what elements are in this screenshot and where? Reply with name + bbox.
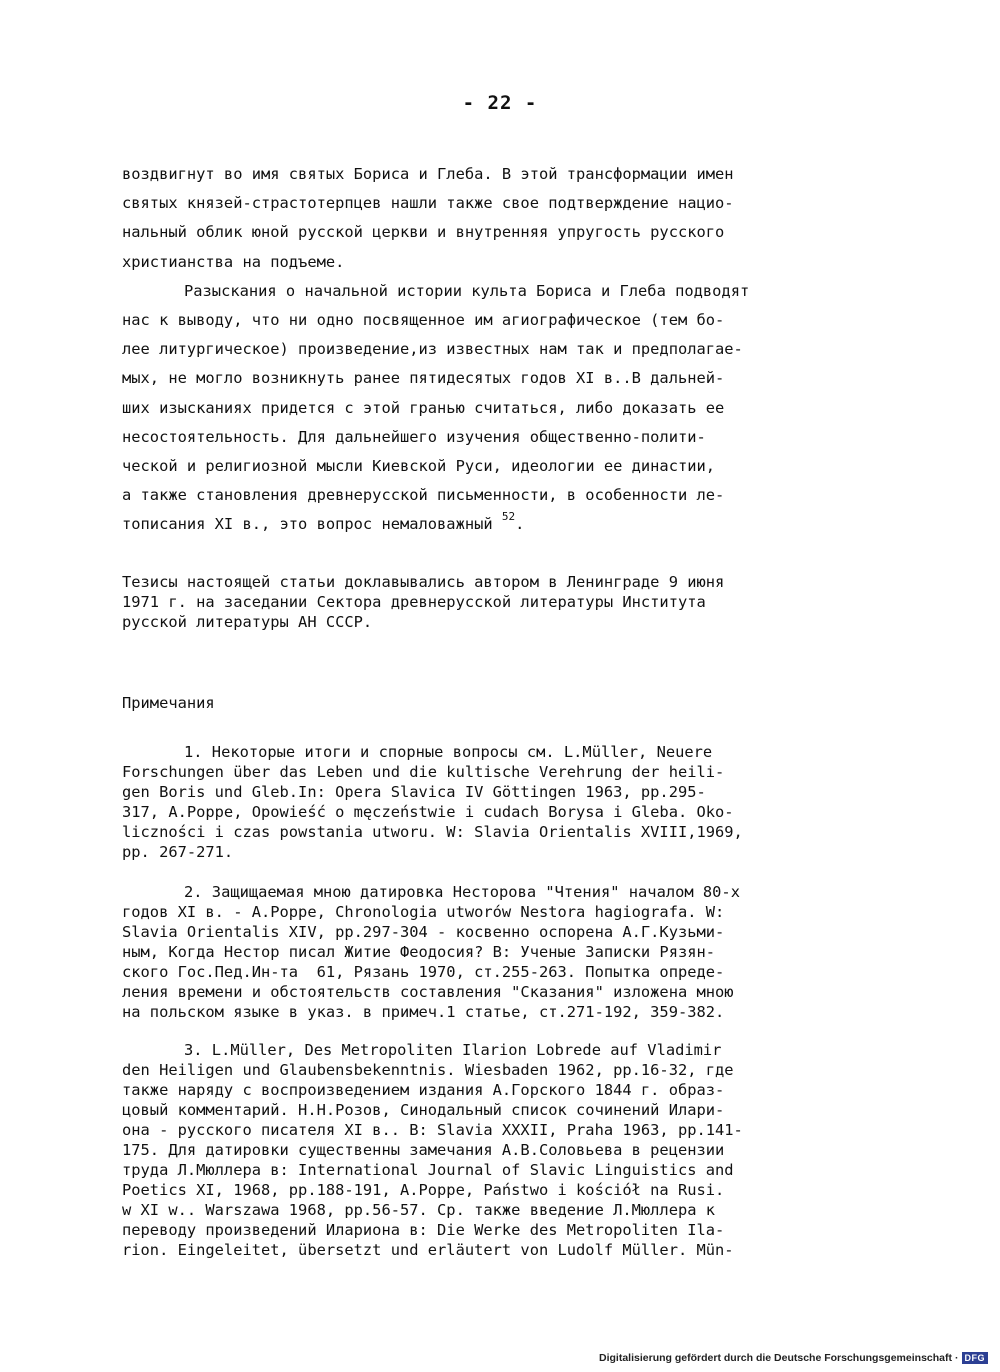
text-line: тописания XI в., это вопрос немаловажный [122,515,493,534]
note-line: цовый комментарий. Н.Н.Розов, Синодальный список сочинений Илари- [122,1101,725,1119]
note-line: liczności i czas powstania utworu. W: Slavia Orientalis XVIII,1969, [122,823,743,841]
thesis-note [122,572,902,632]
text-line: а также становления древнерусской письменности, в особенности ле- [122,486,725,505]
note-line: den Heiligen und Glaubensbekenntnis. Wiesbaden 1962, pp.16-32, где [122,1061,734,1079]
text-line: лее литургическое) произведение,из известных нам так и предполагае- [122,340,743,359]
note-line: она - русского писателя XI в.. В: Slavia XXXII, Praha 1963, pp.141- [122,1121,743,1139]
note-line: на польском языке в указ. в примеч.1 статье, ст.271-192, 359-382. [122,1003,725,1021]
note-line: 175. Для датировки существенны замечания А.В.Соловьева в рецензии [122,1141,725,1159]
note-3 [122,1040,902,1260]
text-line: мых, не могло возникнуть ранее пятидесятых годов XI в..В дальней- [122,369,725,388]
note-line: ского Гос.Пед.Ин-та 61, Рязань 1970, ст.255-263. Попытка опреде- [122,963,725,981]
text-line: нальный облик юной русской церкви и внутренняя упругость русского [122,223,725,242]
note-line: gen Boris und Gleb.In: Opera Slavica IV Göttingen 1963, pp.295- [122,783,706,801]
thesis-line: русской литературы АН СССР. [122,613,373,631]
footnote-ref: 52 [501,510,516,524]
note-line: труда Л.Мюллера в: International Journal of Slavic Linguistics and [122,1161,734,1179]
note-line: переводу произведений Илариона в: Die Werke des Metropoliten Ila- [122,1221,725,1239]
text-line: несостоятельность. Для дальнейшего изучения общественно-полити- [122,427,706,446]
text-line: ческой и религиозной мысли Киевской Руси, идеологии ее династии, [122,456,716,475]
note-line: 317, A.Poppe, Opowieść o męczeństwie i cudach Borysa i Gleba. Oko- [122,803,734,821]
note-line: 1. Некоторые итоги и спорные вопросы см. L.Müller, Neuere [184,743,713,761]
text-line: христианства на подъеме. [122,252,345,271]
text-line: воздвигнут во имя святых Бориса и Глеба. В этой трансформации имен [122,165,734,183]
note-line: rion. Eingeleitet, übersetzt und erläutert von Ludolf Müller. Mün- [122,1241,734,1259]
dfg-logo: DFG [962,1352,989,1364]
text-line: святых князей-страстотерпцев нашли также свое подтверждение нацио- [122,194,734,213]
text-line: Разыскания о начальной истории культа Бориса и Глеба подводят [184,281,750,300]
text-line: ших изысканиях придется с этой гранью считаться, либо доказать ее [122,398,725,417]
note-line: pp. 267-271. [122,843,234,861]
note-line: Forschungen über das Leben und die kultische Verehrung der heili- [122,763,725,781]
note-1 [122,742,902,862]
sentence-end: . [515,515,525,534]
footer-separator: · [955,1352,959,1364]
note-2 [122,882,902,1022]
note-line: ления времени и обстоятельств составления "Сказания" изложена мною [122,983,734,1001]
note-line: w XI w.. Warszawa 1968, pp.56-57. Ср. также введение Л.Мюллера к [122,1201,716,1219]
text-line-last [122,510,902,539]
notes-heading: Примечания [122,694,215,712]
footer-credit [599,1352,988,1364]
thesis-line: 1971 г. на заседании Сектора древнерусской литературы Института [122,593,706,611]
note-line: 3. L.Müller, Des Metropoliten Ilarion Lobrede auf Vladimir [184,1041,722,1059]
note-line: Slavia Orientalis XIV, pp.297-304 - косвенно оспорена А.Г.Кузьми- [122,923,725,941]
note-line: Poetics XI, 1968, pp.188-191, A.Poppe, Państwo i kościół na Rusi. [122,1181,725,1199]
thesis-line: Тезисы настоящей статьи доклавывались автором в Ленинграде 9 июня [122,573,725,591]
text-line: нас к выводу, что ни одно посвященное им агиографическое (тем бо- [122,310,725,329]
note-line: также наряду с воспроизведением издания А.Горского 1844 г. образ- [122,1081,725,1099]
note-line: 2. Защищаемая мною датировка Несторова "Чтения" началом 80-х [184,883,740,901]
footer-text: Digitalisierung gefördert durch die Deutsche Forschungsgemeinschaft [599,1352,952,1364]
page-number: - 22 - [462,92,538,114]
note-line: годов XI в. - A.Poppe, Chronologia utworów Nestora hagiografa. W: [122,903,725,921]
note-line: ным, Когда Нестор писал Житие Феодосия? В: Ученые Записки Рязян- [122,943,716,961]
main-text [122,160,902,539]
